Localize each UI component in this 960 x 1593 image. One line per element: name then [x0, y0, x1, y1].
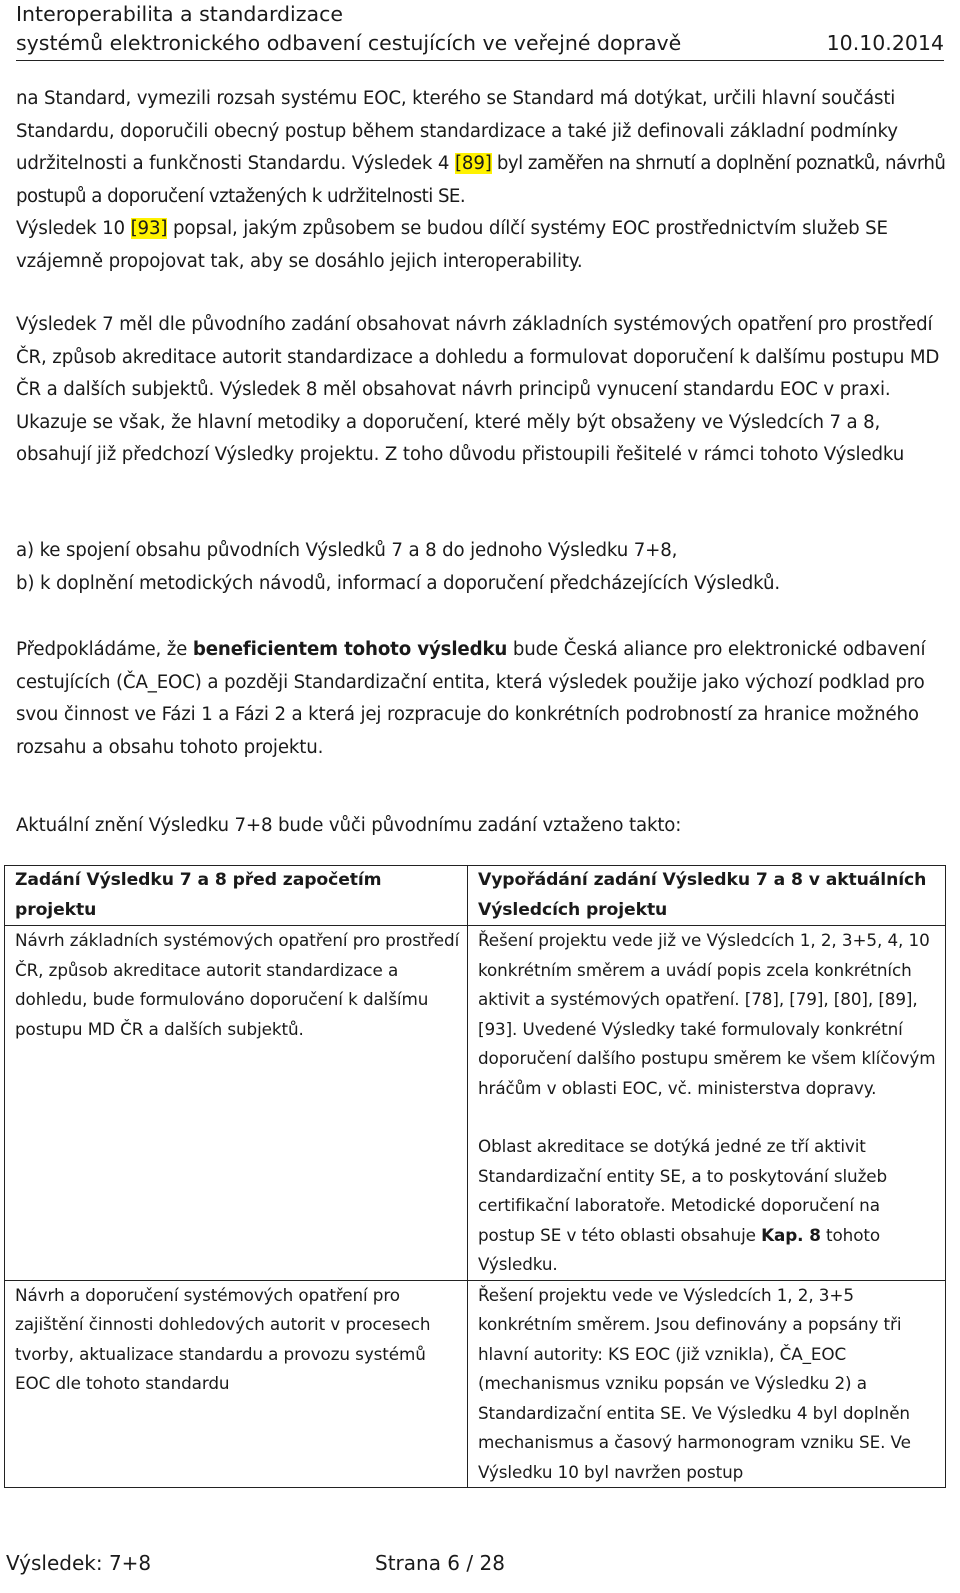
table-cell-left: Návrh základních systémových opatření pro prostředí ČR, způsob akreditace autorit standardizace a dohledu, bude formulováno doporučení k dalšímu postupu MD ČR a dalších subjektů.: [5, 926, 468, 1281]
table-cell-right: [468, 926, 946, 1281]
cell-text: tohoto Výsledku.: [478, 1224, 881, 1274]
comparison-table: [4, 865, 946, 1488]
beneficiary-text-b: bude Česká aliance pro elektronické odbavení cestujících (ČA_EOC) a později Standardizační entita, která výsledek použije jako výchozí podklad pro svou činnost ve Fázi 1 a Fázi 2 a která jej rozpracuje do konkrétních podrobností za hranice možného rozsahu a obsahu tohoto projektu.: [16, 639, 926, 758]
cell-paragraph: [478, 1132, 941, 1280]
cell-text: Oblast akreditace se dotýká jedné ze tří aktivit Standardizační entity SE, a to poskytování služeb certifikační laboratoře. Metodické doporučení na postup SE v této oblasti obsahuje: [478, 1136, 888, 1245]
intro-text-d: popsal, jakým způsobem se budou dílčí systémy EOC prostřednictvím služeb SE vzájemně propojovat tak, aby se dosáhlo jejich interoperability.: [16, 218, 888, 272]
intro-text-c: Výsledek 10: [16, 218, 131, 239]
footer-page-number: Strana 6 / 28: [375, 1551, 505, 1575]
table-cell-right: Řešení projektu vede ve Výsledcích 1, 2, 3+5 konkrétním směrem. Jsou definovány a popsány tři hlavní autority: KS EOC (již vznikla), ČA_EOC (mechanismus vzniku popsán ve Výsledku 2) a Standardizační entita SE. Ve Výsledku 4 byl doplněn mechanismus a časový harmonogram vzniku SE. Ve Výsledku 10 byl navržen postup: [468, 1280, 946, 1488]
page-header: [16, 0, 944, 61]
paragraph-intro: [16, 83, 946, 278]
reference-93[interactable]: [93]: [130, 218, 168, 239]
reference-89[interactable]: [89]: [454, 153, 492, 174]
table-cell-left: Návrh a doporučení systémových opatření pro zajištění činnosti dohledových autorit v procesech tvorby, aktualizace standardu a provozu systémů EOC dle tohoto standardu: [5, 1280, 468, 1488]
header-date: 10.10.2014: [826, 31, 944, 55]
beneficiary-text-a: Předpokládáme, že: [16, 639, 193, 660]
table-row: [5, 926, 946, 1281]
list-item: a) ke spojení obsahu původních Výsledků 7 a 8 do jednoho Výsledku 7+8,: [16, 540, 678, 561]
footer-result: Výsledek: 7+8: [6, 1551, 152, 1575]
paragraph-result-7: Výsledek 7 měl dle původního zadání obsahovat návrh základních systémových opatření pro prostředí ČR, způsob akreditace autorit standardizace a dohledu a formulovat doporučení k dalšímu postupu MD ČR a dalších subjektů. Výsledek 8 měl obsahovat návrh principů vynucení standardu EOC v praxi. Ukazuje se však, že hlavní metodiky a doporučení, které měly být obsaženy ve Výsledcích 7 a 8, obsahují již předchozí Výsledky projektu. Z toho důvodu přistoupili řešitelé v rámci tohoto Výsledku: [16, 314, 940, 465]
cell-paragraph: Řešení projektu vede již ve Výsledcích 1, 2, 3+5, 4, 10 konkrétním směrem a uvádí popis zcela konkrétních aktivit a systémových opatření. [78], [79], [80], [89], [93]. Uvedené Výsledky také formulovaly konkrétní doporučení dalšího postupu směrem ke všem klíčovým hráčům v oblasti EOC, vč. ministerstva dopravy.: [478, 930, 936, 1098]
cell-bold-chapter: Kap. 8: [761, 1224, 821, 1245]
table-row: [5, 1280, 946, 1488]
intro-text-b: byl zaměřen na shrnutí a doplnění poznatků, návrhů postupů a doporučení vztažených k udržitelnosti SE.: [16, 153, 946, 207]
table-header-right: Vypořádání zadání Výsledku 7 a 8 v aktuálních Výsledcích projektu: [468, 866, 946, 926]
header-subtitle-row: [16, 29, 944, 58]
paragraph-beneficiary: [16, 634, 946, 764]
adjustment-list: [16, 535, 946, 600]
table-header-left: Zadání Výsledku 7 a 8 před započetím projektu: [5, 866, 468, 926]
header-title: Interoperabilita a standardizace: [16, 2, 343, 26]
header-subtitle: systémů elektronického odbavení cestujících ve veřejné dopravě: [16, 31, 682, 55]
beneficiary-bold: beneficientem tohoto výsledku: [192, 639, 508, 660]
paragraph-table-intro: Aktuální znění Výsledku 7+8 bude vůči původnímu zadání vztaženo takto:: [16, 815, 682, 836]
intro-text-a: na Standard, vymezili rozsah systému EOC, kterého se Standard má dotýkat, určili hlavní součásti Standardu, doporučili obecný postup během standardizace a také již definovali základní podmínky udržitelnosti a funkčnosti Standardu. Výsledek 4: [16, 88, 898, 174]
table-header-row: [5, 866, 946, 926]
list-item: b) k doplnění metodických návodů, informací a doporučení předcházejících Výsledků.: [16, 572, 780, 594]
